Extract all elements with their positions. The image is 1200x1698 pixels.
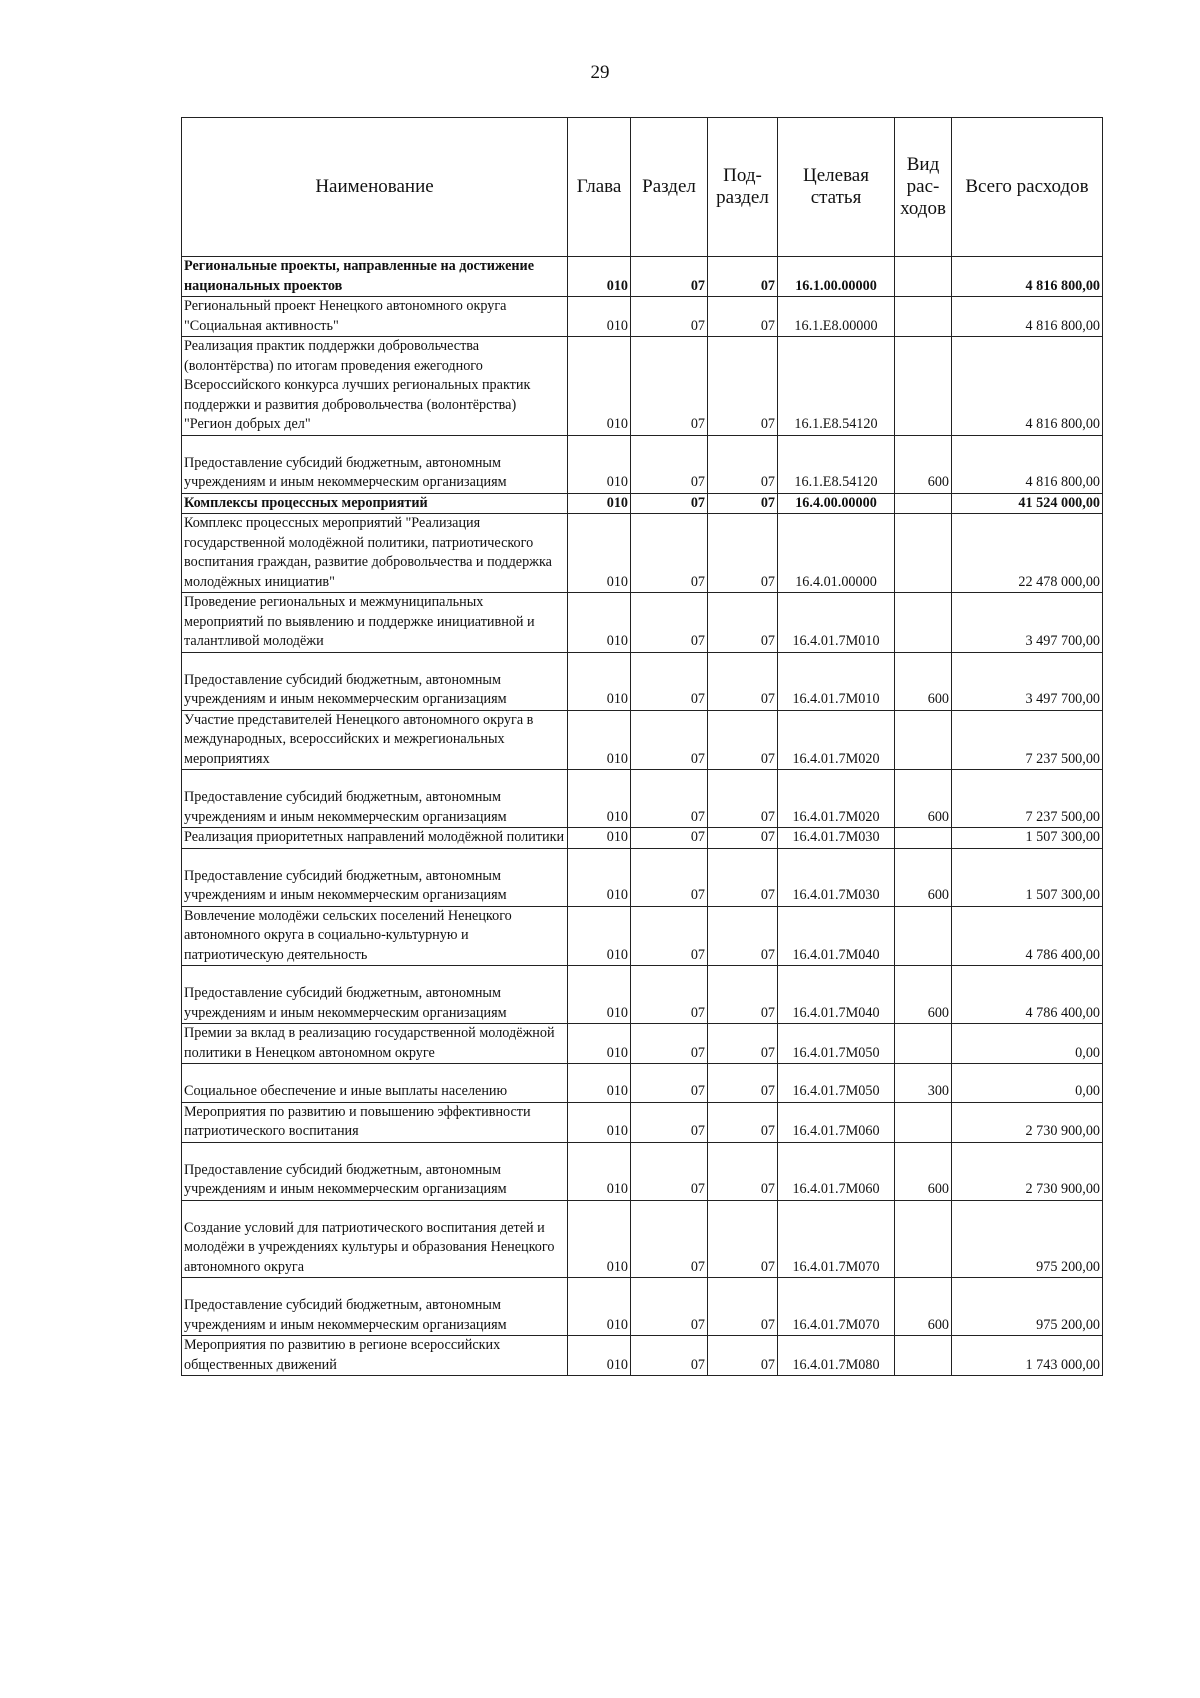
cell-target: 16.4.01.7М030 — [778, 848, 895, 906]
cell-razdel: 07 — [631, 1102, 708, 1142]
cell-razdel: 07 — [631, 297, 708, 337]
cell-target: 16.4.01.00000 — [778, 514, 895, 593]
cell-name: Проведение региональных и межмуниципальных мероприятий по выявлению и поддержке инициативной и талантливой молодёжи — [182, 593, 568, 653]
cell-glava: 010 — [568, 966, 631, 1024]
cell-podrazdel: 07 — [708, 593, 778, 653]
cell-total: 3 497 700,00 — [952, 593, 1103, 653]
cell-total: 0,00 — [952, 1064, 1103, 1103]
header-vid-line-2: рас- — [906, 176, 940, 197]
table-row — [182, 1142, 1103, 1200]
cell-glava: 010 — [568, 1336, 631, 1376]
cell-podrazdel: 07 — [708, 435, 778, 493]
cell-total: 2 730 900,00 — [952, 1142, 1103, 1200]
cell-podrazdel: 07 — [708, 257, 778, 297]
cell-target: 16.1.E8.00000 — [778, 297, 895, 337]
cell-glava: 010 — [568, 1278, 631, 1336]
cell-podrazdel: 07 — [708, 514, 778, 593]
cell-glava: 010 — [568, 337, 631, 436]
cell-vid — [895, 1200, 952, 1278]
cell-glava: 010 — [568, 493, 631, 514]
cell-target: 16.4.01.7М080 — [778, 1336, 895, 1376]
cell-target: 16.4.01.7М060 — [778, 1142, 895, 1200]
cell-name: Реализация приоритетных направлений молодёжной политики — [182, 828, 568, 849]
header-name: Наименование — [182, 118, 568, 257]
cell-name: Региональные проекты, направленные на достижение национальных проектов — [182, 257, 568, 297]
table-row — [182, 1278, 1103, 1336]
cell-name: Премии за вклад в реализацию государственной молодёжной политики в Ненецком автономном округе — [182, 1024, 568, 1064]
cell-total: 975 200,00 — [952, 1200, 1103, 1278]
cell-target: 16.4.01.7М020 — [778, 770, 895, 828]
table-row — [182, 966, 1103, 1024]
cell-vid — [895, 297, 952, 337]
cell-name: Предоставление субсидий бюджетным, автономным учреждениям и иным некоммерческим организациям — [182, 770, 568, 828]
cell-glava: 010 — [568, 514, 631, 593]
cell-total: 4 786 400,00 — [952, 966, 1103, 1024]
cell-total: 41 524 000,00 — [952, 493, 1103, 514]
cell-name: Реализация практик поддержки добровольчества (волонтёрства) по итогам проведения ежегодного Всероссийского конкурса лучших региональных практик поддержки и развития добровольчества (волонтёрства) "Регион добрых дел" — [182, 337, 568, 436]
table-row — [182, 337, 1103, 436]
table-row — [182, 1102, 1103, 1142]
header-target-line-1: Целевая — [803, 165, 869, 186]
cell-razdel: 07 — [631, 828, 708, 849]
cell-podrazdel: 07 — [708, 848, 778, 906]
cell-total: 1 743 000,00 — [952, 1336, 1103, 1376]
cell-glava: 010 — [568, 1142, 631, 1200]
cell-razdel: 07 — [631, 514, 708, 593]
cell-total: 3 497 700,00 — [952, 652, 1103, 710]
cell-name: Комплексы процессных мероприятий — [182, 493, 568, 514]
cell-vid: 600 — [895, 966, 952, 1024]
table-row — [182, 906, 1103, 966]
cell-target: 16.4.01.7М050 — [778, 1024, 895, 1064]
cell-total: 22 478 000,00 — [952, 514, 1103, 593]
cell-target: 16.1.00.00000 — [778, 257, 895, 297]
table-row — [182, 848, 1103, 906]
cell-razdel: 07 — [631, 966, 708, 1024]
cell-vid — [895, 1024, 952, 1064]
cell-total: 4 816 800,00 — [952, 257, 1103, 297]
cell-name: Региональный проект Ненецкого автономного округа "Социальная активность" — [182, 297, 568, 337]
header-vid-line-3: ходов — [900, 198, 946, 219]
cell-target: 16.4.01.7М030 — [778, 828, 895, 849]
cell-total: 4 816 800,00 — [952, 297, 1103, 337]
cell-total: 0,00 — [952, 1024, 1103, 1064]
cell-name: Социальное обеспечение и иные выплаты населению — [182, 1064, 568, 1103]
table-row — [182, 297, 1103, 337]
cell-glava: 010 — [568, 848, 631, 906]
cell-target: 16.4.01.7М040 — [778, 906, 895, 966]
cell-glava: 010 — [568, 435, 631, 493]
cell-total: 975 200,00 — [952, 1278, 1103, 1336]
cell-podrazdel: 07 — [708, 770, 778, 828]
cell-podrazdel: 07 — [708, 652, 778, 710]
cell-name: Предоставление субсидий бюджетным, автономным учреждениям и иным некоммерческим организациям — [182, 652, 568, 710]
cell-razdel: 07 — [631, 337, 708, 436]
header-podrazdel — [708, 118, 778, 257]
cell-razdel: 07 — [631, 710, 708, 770]
cell-podrazdel: 07 — [708, 297, 778, 337]
cell-name: Мероприятия по развитию в регионе всероссийских общественных движений — [182, 1336, 568, 1376]
table-row — [182, 652, 1103, 710]
cell-razdel: 07 — [631, 1278, 708, 1336]
table-header-row — [182, 118, 1103, 257]
cell-razdel: 07 — [631, 770, 708, 828]
cell-vid — [895, 906, 952, 966]
header-total: Всего расходов — [952, 118, 1103, 257]
cell-total: 1 507 300,00 — [952, 828, 1103, 849]
cell-razdel: 07 — [631, 1200, 708, 1278]
cell-podrazdel: 07 — [708, 1102, 778, 1142]
cell-podrazdel: 07 — [708, 1336, 778, 1376]
header-podrazdel-line-2: раздел — [716, 187, 769, 208]
table-row — [182, 493, 1103, 514]
cell-glava: 010 — [568, 770, 631, 828]
header-target-line-2: статья — [810, 187, 862, 208]
cell-razdel: 07 — [631, 1336, 708, 1376]
header-podrazdel-line-1: Под- — [723, 165, 762, 186]
cell-podrazdel: 07 — [708, 337, 778, 436]
cell-vid — [895, 493, 952, 514]
table-row — [182, 1336, 1103, 1376]
cell-name: Предоставление субсидий бюджетным, автономным учреждениям и иным некоммерческим организациям — [182, 966, 568, 1024]
cell-total: 7 237 500,00 — [952, 710, 1103, 770]
cell-vid: 600 — [895, 652, 952, 710]
cell-total: 2 730 900,00 — [952, 1102, 1103, 1142]
cell-razdel: 07 — [631, 593, 708, 653]
cell-target: 16.4.01.7М040 — [778, 966, 895, 1024]
header-target — [778, 118, 895, 257]
cell-podrazdel: 07 — [708, 1142, 778, 1200]
budget-table — [181, 117, 1103, 1376]
cell-target: 16.4.01.7М070 — [778, 1200, 895, 1278]
cell-name: Вовлечение молодёжи сельских поселений Ненецкого автономного округа в социально-культурную и патриотическую деятельность — [182, 906, 568, 966]
cell-razdel: 07 — [631, 1142, 708, 1200]
cell-glava: 010 — [568, 906, 631, 966]
cell-glava: 010 — [568, 1064, 631, 1103]
cell-vid — [895, 337, 952, 436]
cell-name: Комплекс процессных мероприятий "Реализация государственной молодёжной политики, патриотического воспитания граждан, развитие добровольчества и поддержка молодёжных инициатив" — [182, 514, 568, 593]
cell-name: Участие представителей Ненецкого автономного округа в международных, всероссийских и межрегиональных мероприятиях — [182, 710, 568, 770]
cell-razdel: 07 — [631, 906, 708, 966]
cell-vid — [895, 1102, 952, 1142]
cell-glava: 010 — [568, 297, 631, 337]
cell-vid — [895, 514, 952, 593]
cell-vid: 600 — [895, 848, 952, 906]
cell-podrazdel: 07 — [708, 1200, 778, 1278]
cell-name: Предоставление субсидий бюджетным, автономным учреждениям и иным некоммерческим организациям — [182, 1278, 568, 1336]
header-razdel: Раздел — [631, 118, 708, 257]
cell-razdel: 07 — [631, 848, 708, 906]
table-row — [182, 1064, 1103, 1103]
cell-podrazdel: 07 — [708, 1064, 778, 1103]
cell-name: Предоставление субсидий бюджетным, автономным учреждениям и иным некоммерческим организациям — [182, 435, 568, 493]
cell-vid — [895, 828, 952, 849]
cell-target: 16.4.01.7М070 — [778, 1278, 895, 1336]
cell-podrazdel: 07 — [708, 966, 778, 1024]
cell-glava: 010 — [568, 1200, 631, 1278]
cell-vid: 600 — [895, 1278, 952, 1336]
table-row — [182, 828, 1103, 849]
cell-glava: 010 — [568, 1102, 631, 1142]
cell-razdel: 07 — [631, 493, 708, 514]
table-row — [182, 257, 1103, 297]
cell-podrazdel: 07 — [708, 1278, 778, 1336]
cell-glava: 010 — [568, 828, 631, 849]
cell-total: 7 237 500,00 — [952, 770, 1103, 828]
cell-razdel: 07 — [631, 1024, 708, 1064]
header-glava: Глава — [568, 118, 631, 257]
table-row — [182, 593, 1103, 653]
table-row — [182, 710, 1103, 770]
cell-vid: 600 — [895, 1142, 952, 1200]
cell-vid — [895, 1336, 952, 1376]
cell-target: 16.4.00.00000 — [778, 493, 895, 514]
cell-total: 4 816 800,00 — [952, 435, 1103, 493]
cell-glava: 010 — [568, 1024, 631, 1064]
cell-podrazdel: 07 — [708, 493, 778, 514]
cell-name: Мероприятия по развитию и повышению эффективности патриотического воспитания — [182, 1102, 568, 1142]
cell-podrazdel: 07 — [708, 1024, 778, 1064]
cell-vid: 600 — [895, 435, 952, 493]
cell-glava: 010 — [568, 652, 631, 710]
cell-razdel: 07 — [631, 652, 708, 710]
cell-target: 16.4.01.7М060 — [778, 1102, 895, 1142]
cell-razdel: 07 — [631, 257, 708, 297]
cell-podrazdel: 07 — [708, 906, 778, 966]
cell-name: Предоставление субсидий бюджетным, автономным учреждениям и иным некоммерческим организациям — [182, 848, 568, 906]
table-row — [182, 1200, 1103, 1278]
cell-podrazdel: 07 — [708, 828, 778, 849]
header-vid — [895, 118, 952, 257]
header-vid-line-1: Вид — [906, 154, 940, 175]
page-number: 29 — [590, 62, 610, 83]
table-row — [182, 1024, 1103, 1064]
table-row — [182, 514, 1103, 593]
cell-target: 16.4.01.7М010 — [778, 652, 895, 710]
cell-target: 16.4.01.7М020 — [778, 710, 895, 770]
cell-vid — [895, 593, 952, 653]
cell-target: 16.4.01.7М010 — [778, 593, 895, 653]
table-row — [182, 770, 1103, 828]
cell-total: 1 507 300,00 — [952, 848, 1103, 906]
table-body — [182, 257, 1103, 1376]
cell-target: 16.1.E8.54120 — [778, 337, 895, 436]
cell-total: 4 786 400,00 — [952, 906, 1103, 966]
cell-glava: 010 — [568, 593, 631, 653]
cell-name: Предоставление субсидий бюджетным, автономным учреждениям и иным некоммерческим организациям — [182, 1142, 568, 1200]
cell-target: 16.4.01.7М050 — [778, 1064, 895, 1103]
cell-vid: 600 — [895, 770, 952, 828]
cell-name: Создание условий для патриотического воспитания детей и молодёжи в учреждениях культуры и образования Ненецкого автономного округа — [182, 1200, 568, 1278]
cell-vid — [895, 257, 952, 297]
cell-glava: 010 — [568, 710, 631, 770]
cell-podrazdel: 07 — [708, 710, 778, 770]
cell-target: 16.1.E8.54120 — [778, 435, 895, 493]
cell-total: 4 816 800,00 — [952, 337, 1103, 436]
table-row — [182, 435, 1103, 493]
cell-glava: 010 — [568, 257, 631, 297]
cell-razdel: 07 — [631, 435, 708, 493]
cell-vid — [895, 710, 952, 770]
cell-vid: 300 — [895, 1064, 952, 1103]
cell-razdel: 07 — [631, 1064, 708, 1103]
